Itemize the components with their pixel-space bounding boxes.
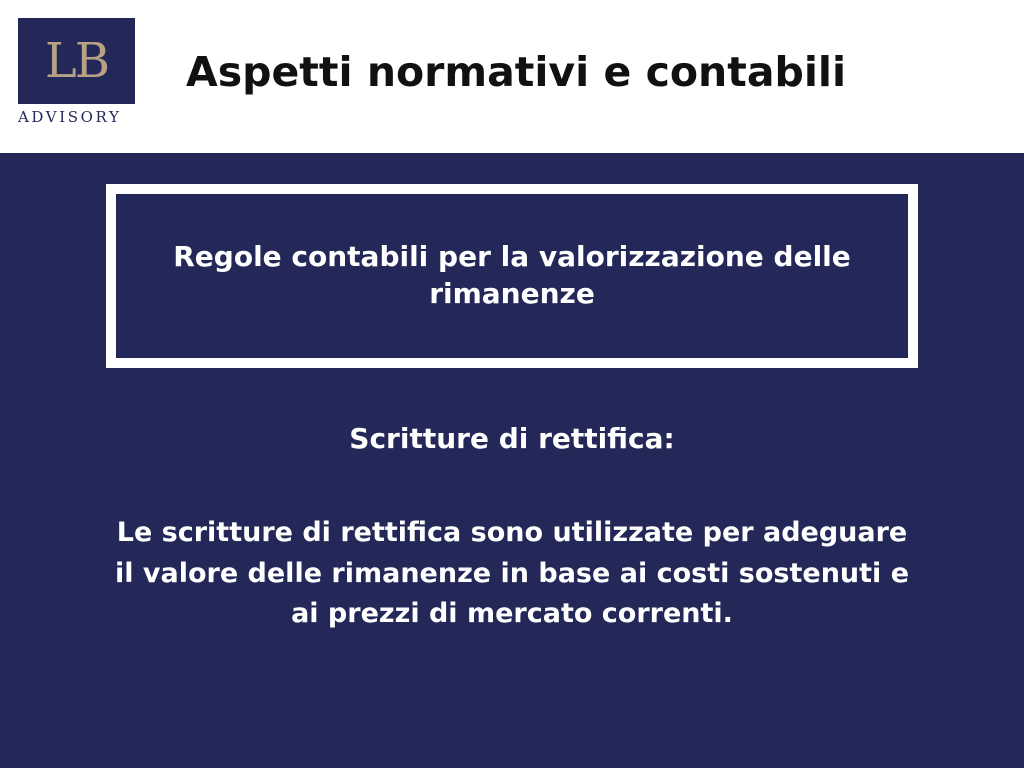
page-title: Aspetti normativi e contabili [186, 48, 847, 96]
logo-subtitle: ADVISORY [18, 108, 122, 126]
slide-content [0, 153, 1024, 768]
subtitle-box [116, 194, 908, 358]
slide-header [0, 0, 1024, 153]
logo-mark: LB [44, 33, 109, 89]
section-heading: Scritture di rettifica: [349, 422, 675, 455]
slide-subtitle: Regole contabili per la valorizzazione delle rimanenze [173, 240, 851, 310]
body-text: Le scritture di rettifica sono utilizzate per adeguare il valore delle rimanenze in base ai costi sostenuti e ai prezzi di mercato correnti. [114, 517, 910, 629]
subtitle-frame [106, 184, 918, 368]
logo-box [18, 18, 135, 104]
company-logo [18, 18, 136, 125]
